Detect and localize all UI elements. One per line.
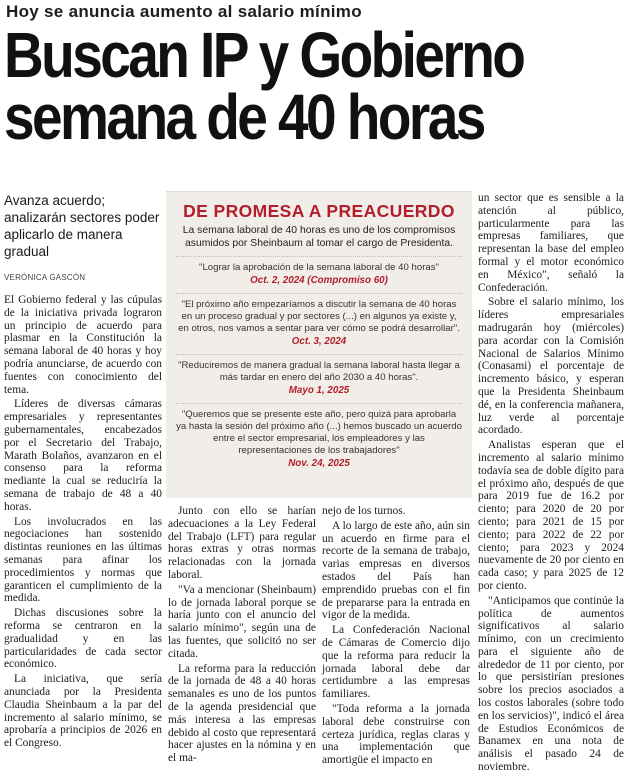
paragraph: "Anticipamos que continúe la política de aumentos significativos al salario mínimo, con un crecimiento para el siguiente año de alrededor de 11 por ciento, por lo que persistirían presiones sobre los precios asociados a los costos laborales (sobre todo en los servicios)", indicó el área de Estudios Económicos de Banamex en una nota de análisis el pasado 24 de noviembre. xyxy=(478,594,624,774)
headline-line-2: semana de 40 horas xyxy=(4,81,484,153)
sidebar-quote xyxy=(176,293,462,348)
quote-text: "Queremos que se presente este año, pero quizá para aprobarla ya hasta la sesión del próximo año (...) hemos buscado un acuerdo entre el sector empresarial, los empleadores y las representaciones de los trabajadores" xyxy=(176,409,462,457)
headline xyxy=(4,19,537,153)
paragraph: La reforma para la reducción de la jornada de 48 a 40 horas semanales es uno de los puntos de la agenda presidencial que más interesa a las empresas debido al costo que representará hacer ajustes en la nómina y en el ma- xyxy=(168,662,316,765)
sidebar-quote xyxy=(176,403,462,470)
paragraph: Líderes de diversas cámaras empresariales y representantes gubernamentales, encabezados por el Secretario del Trabajo, Marath Bolaños, avanzaron en el consenso para la reforma mediante la cual se reduciría la semana de trabajo de 48 a 40 horas. xyxy=(4,398,162,513)
paragraph: El Gobierno federal y las cúpulas de la iniciativa privada lograron un principio de acuerdo para plasmar en la Constitución la semana laboral de 40 horas y hoy podría anunciarse, de acuerdo con fuentes con conocimiento del tema. xyxy=(4,294,162,396)
headline-line-1: Buscan IP y Gobierno xyxy=(4,19,524,91)
sidebar-quote xyxy=(176,256,462,287)
paragraph: Analistas esperan que el incremento al salario mínimo todavía sea de doble dígito para el próximo año, después de que para 2019 fue de 16.2 por ciento; para 2020 de 20 por ciento; para 2021 de 15 por ciento; para 2022 de 22 por ciento; para 2023 y 2024 nuevamente de 20 por ciento en cada caso; y para 2025 de 12 por ciento. xyxy=(478,439,624,592)
article-column-1 xyxy=(4,294,162,752)
quote-date: Oct. 3, 2024 xyxy=(291,336,347,348)
paragraph: "Va a mencionar (Sheinbaum) lo de jornada laboral porque se haría junto con el anuncio del salario mínimo", según una de las fuentes, que solicitó no ser citada. xyxy=(168,583,316,660)
paragraph: La Confederación Nacional de Cámaras de Comercio dijo que la reforma para reducir la jornada laboral debe dar certidumbre a las empresas familiares. xyxy=(322,624,470,701)
article-column-2 xyxy=(168,505,316,767)
article-column-4 xyxy=(478,192,624,776)
byline: VERÓNICA GASCÓN xyxy=(4,273,86,282)
subheadline: Avanza acuerdo; analizarán sectores poder aplicarlo de manera gradual xyxy=(4,193,160,259)
quote-date: Mayo 1, 2025 xyxy=(288,385,350,397)
paragraph: La iniciativa, que sería anunciada por la Presidenta Claudia Sheinbaum a la par del incremento al salario mínimo, se aprobaría a principios de 2026 en el Congreso. xyxy=(4,673,162,750)
sidebar-quote xyxy=(176,354,462,397)
paragraph: Sobre el salario mínimo, los líderes empresariales madrugarán hoy (miércoles) para acordar con la Comisión Nacional de Salarios Mínimo (Conasami) el porcentaje de incremento básico, y esperan que la Presidenta Sheinbaum dé, en la conferencia mañanera, luz verde al porcentaje acordado. xyxy=(478,296,624,437)
quote-date: Oct. 2, 2024 (Compromiso 60) xyxy=(250,275,388,287)
paragraph: nejo de los turnos. xyxy=(322,505,406,517)
article-column-3 xyxy=(322,505,470,769)
paragraph: A lo largo de este año, aún sin un acuerdo en firme para el recorte de la semana de trabajo, varias empresas en diversos estados del País han emprendido pruebas con el fin de prepararse para la entrada en vigor de la medida. xyxy=(322,519,470,622)
paragraph: Dichas discusiones sobre la reforma se centraron en la gradualidad y en las particularidades de cada sector económico. xyxy=(4,607,162,671)
quote-date: Nov. 24, 2025 xyxy=(288,458,350,470)
quote-text: "Reduciremos de manera gradual la semana laboral hasta llegar a más tardar en enero del año 2030 a 40 horas". xyxy=(178,360,460,384)
paragraph: un sector que es sensible a la atención al público, particularmente para las empresas familiares, que representan la base del empleo formal y el motor económico en México", señaló la Confederación. xyxy=(478,192,624,294)
sidebar-intro: La semana laboral de 40 horas es uno de los compromisos asumidos por Sheinbaum al tomar el cargo de Presidenta. xyxy=(182,225,456,249)
sidebar-box xyxy=(166,191,472,498)
paragraph: Los involucrados en las negociaciones han sostenido distintas reuniones en las últimas semanas para afinar los procedimientos y normas que garanticen el cumplimiento de la medida. xyxy=(4,515,162,605)
paragraph: Junto con ello se harían adecuaciones a la Ley Federal del Trabajo (LFT) para regular horas extras y otras normas relacionadas con la jornada laboral. xyxy=(168,505,316,581)
quote-text: "Lograr la aprobación de la semana laboral de 40 horas" xyxy=(199,262,439,274)
quote-text: "El próximo año empezaríamos a discutir la semana de 40 horas en un proceso gradual y por sectores (...) en algunos ya existe y, en otros, nos vamos a sentar para ver cómo se podrá desarrollar". xyxy=(178,299,460,335)
paragraph: "Toda reforma a la jornada laboral debe construirse con certeza jurídica, reglas claras y una implementación que amortigüe el impacto en xyxy=(322,702,470,767)
sidebar-title: DE PROMESA A PREACUERDO xyxy=(183,201,455,221)
kicker: Hoy se anuncia aumento al salario mínimo xyxy=(6,2,362,21)
